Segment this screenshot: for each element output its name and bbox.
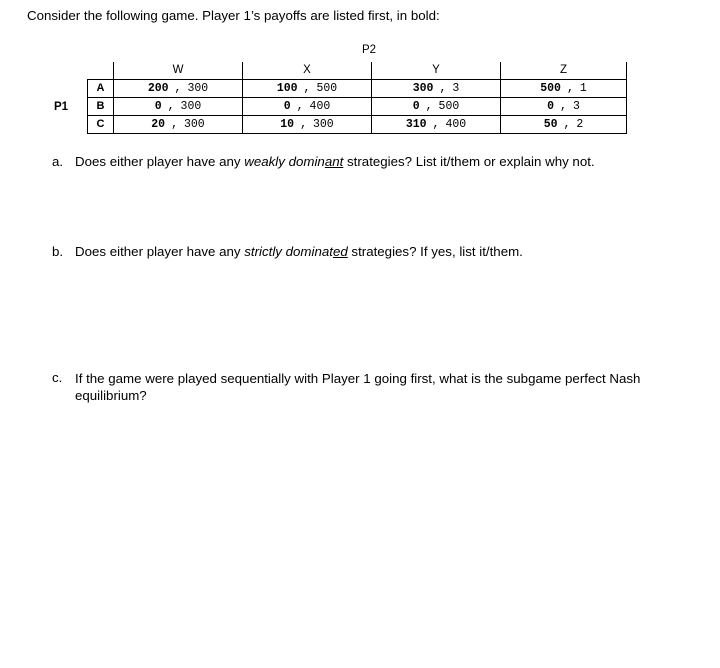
table-row	[88, 80, 627, 98]
payoff-cell: 0 , 3	[501, 98, 627, 116]
intro-text: Consider the following game. Player 1’s payoffs are listed first, in bold:	[27, 8, 440, 23]
row-label-a: A	[88, 80, 114, 98]
payoff-cell: 200 , 300	[114, 80, 243, 98]
row-label-c: C	[88, 116, 114, 134]
table-row	[88, 116, 627, 134]
col-header-z: Z	[501, 62, 627, 80]
payoff-cell: 20 , 300	[114, 116, 243, 134]
table-row	[88, 98, 627, 116]
col-header-w: W	[114, 62, 243, 80]
player2-label: P2	[362, 44, 377, 56]
row-label-b: B	[88, 98, 114, 116]
payoff-cell: 310 , 400	[372, 116, 501, 134]
payoff-cell: 100 , 500	[243, 80, 372, 98]
col-header-x: X	[243, 62, 372, 80]
question-text: If the game were played sequentially with Player 1 going first, what is the subgame perfect Nash equilibrium?	[75, 371, 641, 403]
question-text: Does either player have any weakly dominant strategies? List it/them or explain why not.	[75, 154, 595, 169]
payoff-cell: 0 , 400	[243, 98, 372, 116]
payoff-matrix	[87, 61, 627, 134]
payoff-cell: 10 , 300	[243, 116, 372, 134]
payoff-cell: 500 , 1	[501, 80, 627, 98]
column-header-row	[88, 62, 627, 80]
question-text: Does either player have any strictly dominated strategies? If yes, list it/them.	[75, 244, 523, 259]
question-label: a.	[52, 154, 64, 169]
question-label: c.	[52, 370, 63, 385]
corner-cell	[88, 62, 114, 80]
question-label: b.	[52, 244, 64, 259]
payoff-cell: 50 , 2	[501, 116, 627, 134]
player1-label: P1	[54, 101, 69, 113]
payoff-cell: 300 , 3	[372, 80, 501, 98]
col-header-y: Y	[372, 62, 501, 80]
payoff-cell: 0 , 500	[372, 98, 501, 116]
payoff-cell: 0 , 300	[114, 98, 243, 116]
